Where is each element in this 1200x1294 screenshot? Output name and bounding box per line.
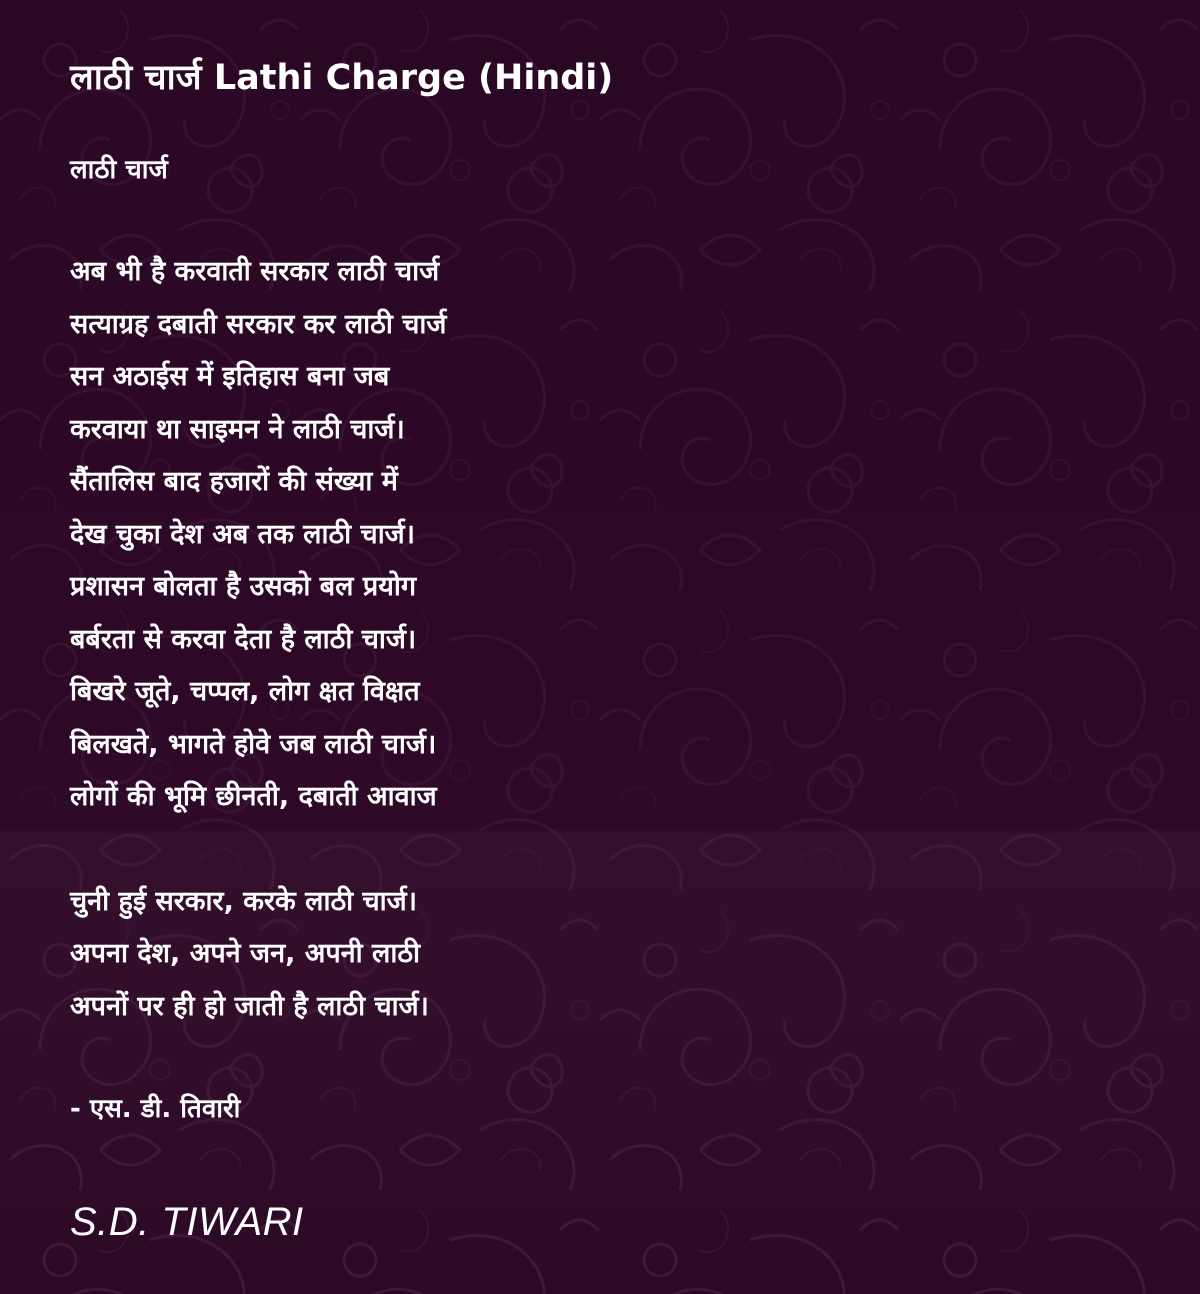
poem-title: लाठी चार्ज Lathi Charge (Hindi): [70, 58, 614, 98]
poem-line: सन अठाईस में इतिहास बना जब: [70, 361, 390, 392]
poem-line: देख चुका देश अब तक लाठी चार्ज।: [70, 518, 415, 550]
poem-line: करवाया था साइमन ने लाठी चार्ज।: [70, 413, 405, 445]
poem-line: प्रशासन बोलता है उसको बल प्रयोग: [70, 571, 417, 602]
poem-line: चुनी हुई सरकार, करके लाठी चार्ज।: [70, 885, 417, 917]
poem-line: बिखरे जूते, चप्पल, लोग क्षत विक्षत: [70, 676, 420, 707]
poem-line: सत्याग्रह दबाती सरकार कर लाठी चार्ज: [70, 308, 447, 340]
poem-line: लोगों की भूमि छीनती, दबाती आवाज: [70, 781, 437, 812]
poem-stanza-2: [70, 876, 1150, 1034]
poem-content: [70, 50, 1150, 1135]
poem-line: सैंतालिस बाद हजारों की संख्या में: [70, 466, 398, 497]
poem-line: अब भी है करवाती सरकार लाठी चार्ज: [70, 256, 440, 287]
poem-subtitle: लाठी चार्ज: [70, 155, 168, 185]
poem-line: बर्बरता से करवा देता है लाठी चार्ज।: [70, 623, 417, 655]
poem-signature: - एस. डी. तिवारी: [70, 1094, 241, 1124]
poem-line: अपना देश, अपने जन, अपनी लाठी: [70, 938, 421, 969]
author-name: S.D. TIWARI: [70, 1200, 304, 1244]
poem-line: बिलखते, भागते होवे जब लाठी चार्ज।: [70, 728, 437, 760]
poem-stanza-1: [70, 246, 1150, 824]
poem-line: अपनों पर ही हो जाती है लाठी चार्ज।: [70, 990, 429, 1022]
